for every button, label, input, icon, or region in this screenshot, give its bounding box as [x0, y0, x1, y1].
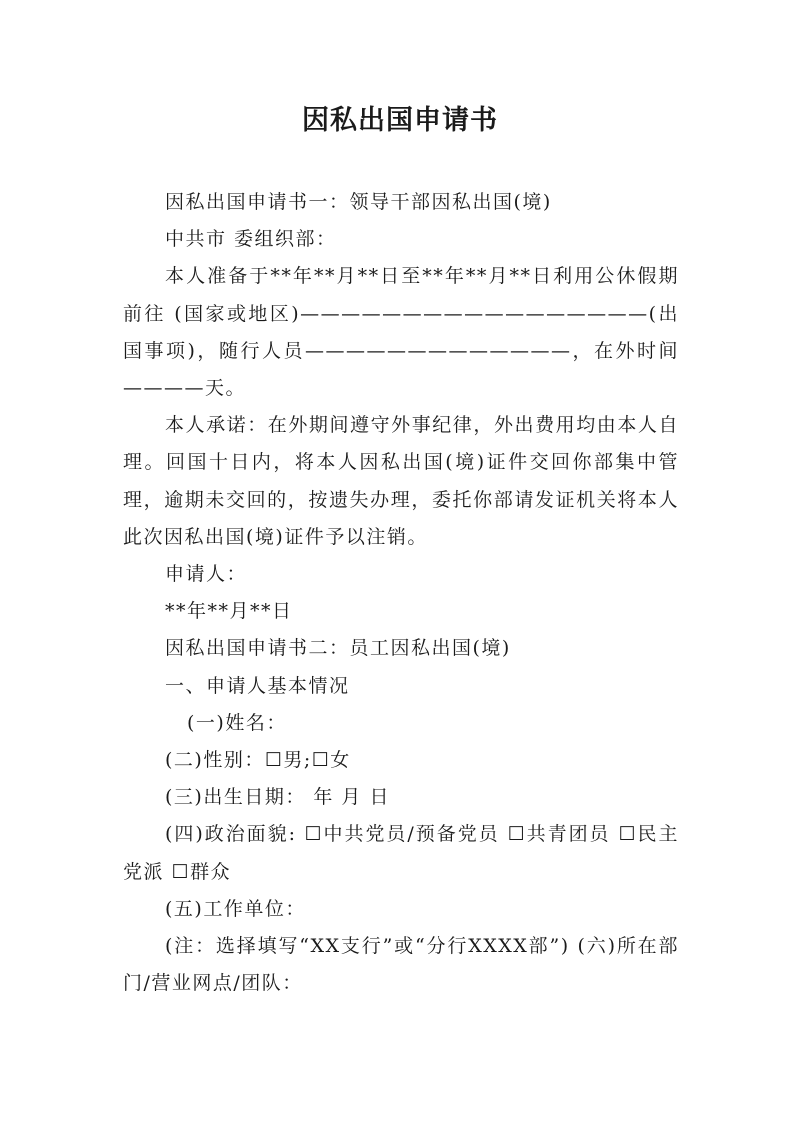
paragraph-section-basic-info: 一、申请人基本情况 [165, 674, 350, 697]
paragraph-field-name: (一)姓名： [187, 711, 287, 734]
paragraph-field-department: (注：选择填写“XX支行”或“分行XXXX部”) (六)所在部门/营业网点/团队： [123, 935, 679, 995]
document-body [123, 184, 679, 1002]
paragraph-letter-two-heading: 因私出国申请书二：员工因私出国(境) [165, 637, 511, 660]
paragraph-letter-one-heading: 因私出国申请书一：领导干部因私出国(境) [165, 191, 552, 213]
paragraph-field-gender: (二)性别：☐男;☐女 [165, 749, 351, 772]
paragraph-field-birthdate: (三)出生日期： 年 月 日 [165, 786, 390, 809]
paragraph-applicant-signature: 申请人： [165, 563, 248, 586]
paragraph-addressee: 中共市 委组织部： [165, 228, 337, 251]
paragraph-travel-plan: 本人准备于**年**月**日至**年**月**日利用公休假期前往 (国家或地区)—————————————————(出国事项)，随行人员—————————————，在外时间————天。 [123, 265, 679, 400]
paragraph-field-employer: (五)工作单位： [165, 897, 306, 920]
paragraph-commitment: 本人承诺：在外期间遵守外事纪律，外出费用均由本人自理。回国十日内，将本人因私出国(境)证件交回你部集中管理，逾期未交回的，按遗失办理，委托你部请发证机关将本人此次因私出国(境)证件予以注销。 [123, 414, 679, 548]
paragraph-date: **年**月**日 [165, 600, 293, 623]
paragraph-field-political-status: (四)政治面貌: ☐中共党员/预备党员 ☐共青团员 ☐民主党派 ☐群众 [123, 823, 679, 883]
document-title: 因私出国申请书 [302, 105, 498, 136]
